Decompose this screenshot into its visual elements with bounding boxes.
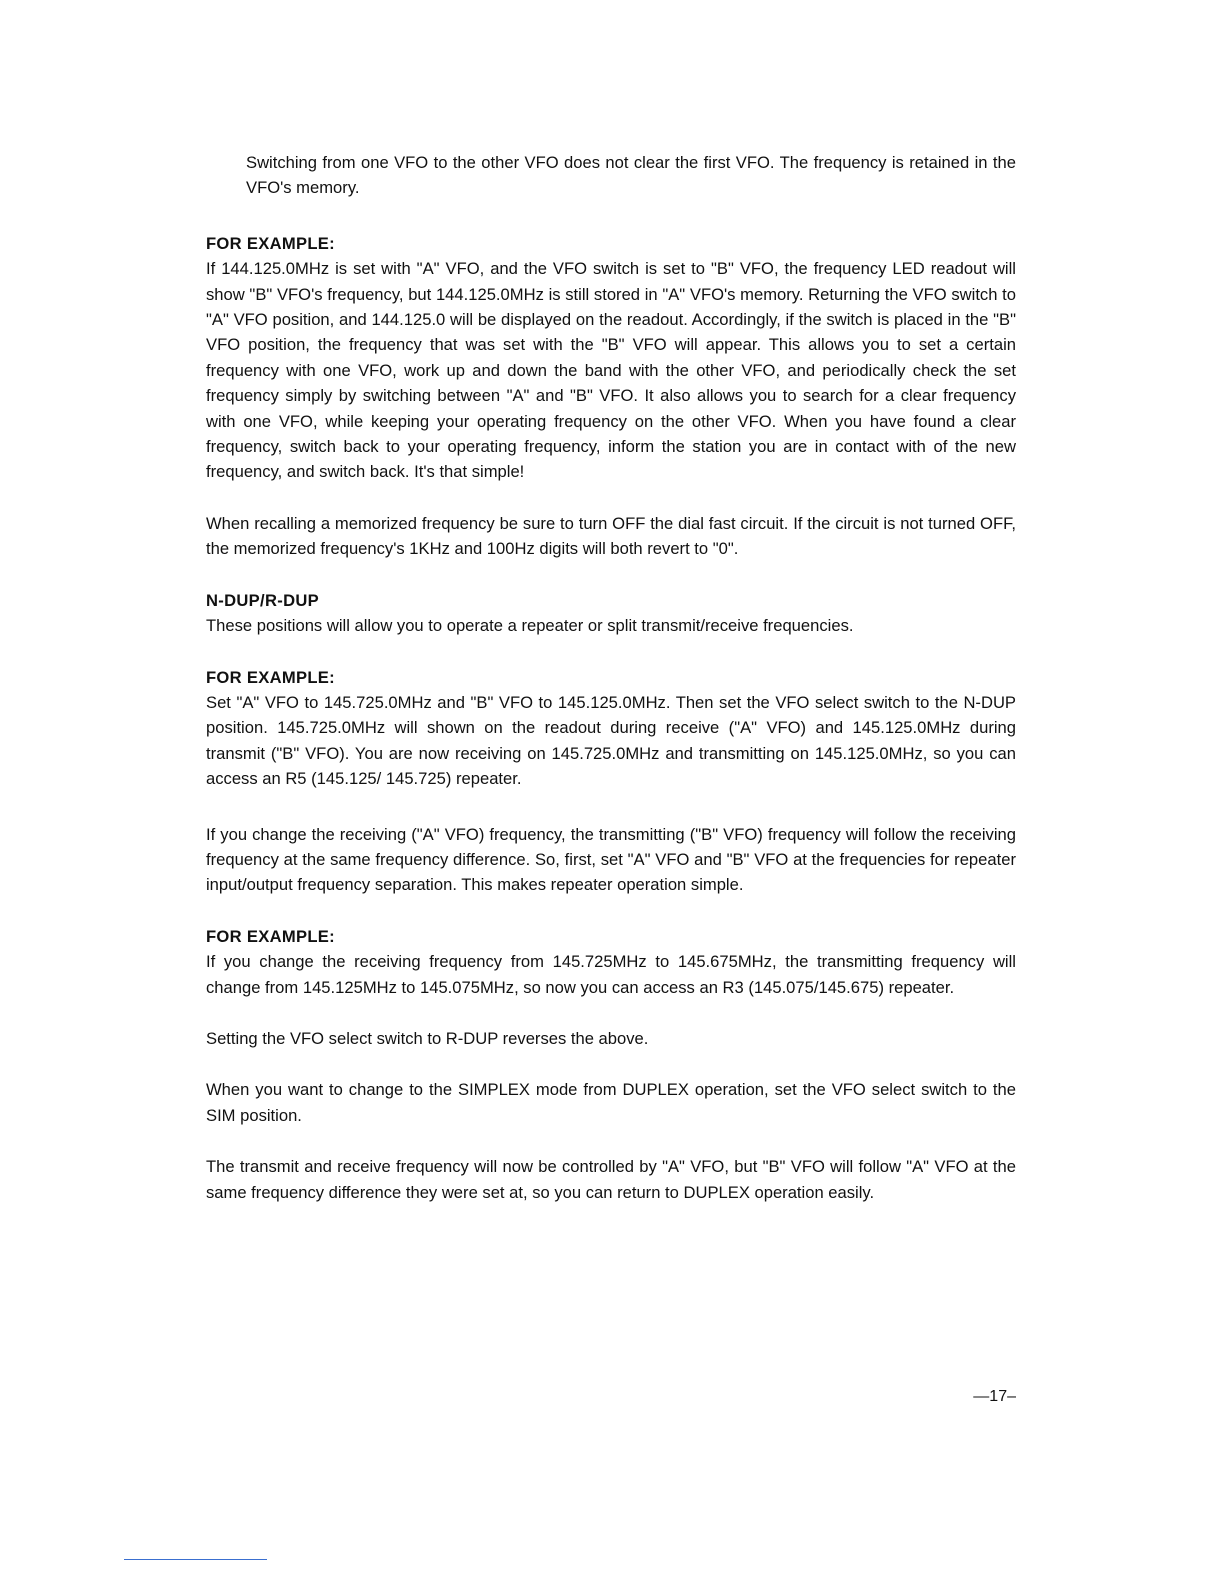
spacer [206, 1128, 1016, 1154]
spacer [206, 792, 1016, 822]
spacer [206, 1000, 1016, 1026]
simplex-note-paragraph: When you want to change to the SIMPLEX mode from DUPLEX operation, set the VFO select switch to the SIM position. [206, 1080, 1016, 1125]
rdup-note-paragraph: Setting the VFO select switch to R-DUP reverses the above. [206, 1028, 649, 1048]
example-heading-2: FOR EXAMPLE: [206, 667, 335, 687]
footer-rule [124, 1559, 267, 1560]
example-heading-1: FOR EXAMPLE: [206, 233, 335, 253]
page-number: —17– [973, 1388, 1016, 1405]
example-paragraph-1: If 144.125.0MHz is set with "A" VFO, and the VFO switch is set to "B" VFO, the frequency LED readout will show "B" VFO's frequency, but 144.125.0MHz is still stored in "A" VFO's memory. Returning the VFO switch to "A" VFO position, and 144.125.0 will be displayed on the readout. Accordingly, if the switch is placed in the "B" VFO position, the frequency that was set with the "B" VFO will appear. This allows you to set a certain frequency with one VFO, work up and down the band with the other VFO, and periodically check the set frequency simply by switching between "A" and "B" VFO. It also allows you to search for a clear frequency with one VFO, while keeping your operating frequency on the other VFO. When you have found a clear frequency, switch back to your operating frequency, inform the station you are in contact with of the new frequency, and switch back. It's that simple! [206, 259, 1016, 482]
ndup-rdup-paragraph: These positions will allow you to operate a repeater or split transmit/receive frequencies. [206, 616, 854, 636]
ndup-rdup-heading: N-DUP/R-DUP [206, 590, 319, 610]
example-paragraph-3: If you change the receiving frequency from 145.725MHz to 145.675MHz, the transmitting frequency will change from 145.125MHz to 145.075MHz, so now you can access an R3 (145.075/145.675) repeater. [206, 952, 1016, 997]
spacer [206, 485, 1016, 511]
spacer [206, 898, 1016, 924]
final-note-paragraph: The transmit and receive frequency will now be controlled by "A" VFO, but "B" VFO will follow "A" VFO at the same frequency difference they were set at, so you can return to DUPLEX operation easily. [206, 1157, 1016, 1202]
example-heading-3: FOR EXAMPLE: [206, 926, 335, 946]
intro-paragraph: Switching from one VFO to the other VFO does not clear the first VFO. The frequency is retained in the VFO's memory. [246, 153, 1016, 198]
recall-note-paragraph: When recalling a memorized frequency be sure to turn OFF the dial fast circuit. If the circuit is not turned OFF, the memorized frequency's 1KHz and 100Hz digits will both revert to "0". [206, 513, 1016, 559]
document-page [206, 150, 1016, 1205]
spacer [206, 201, 1016, 231]
follow-note-paragraph: If you change the receiving ("A" VFO) frequency, the transmitting ("B" VFO) frequency will follow the receiving frequency at the same frequency difference. So, first, set "A" VFO and "B" VFO at the frequencies for repeater input/output frequency separation. This makes repeater operation simple. [206, 824, 1016, 895]
spacer [206, 562, 1016, 588]
spacer [206, 639, 1016, 665]
spacer [206, 1051, 1016, 1077]
example-paragraph-2: Set "A" VFO to 145.725.0MHz and "B" VFO to 145.125.0MHz. Then set the VFO select switch to the N-DUP position. 145.725.0MHz will shown on the readout during receive ("A" VFO) and 145.125.0MHz during transmit ("B" VFO). You are now receiving on 145.725.0MHz and transmitting on 145.125.0MHz, so you can access an R5 (145.125/ 145.725) repeater. [206, 692, 1016, 789]
